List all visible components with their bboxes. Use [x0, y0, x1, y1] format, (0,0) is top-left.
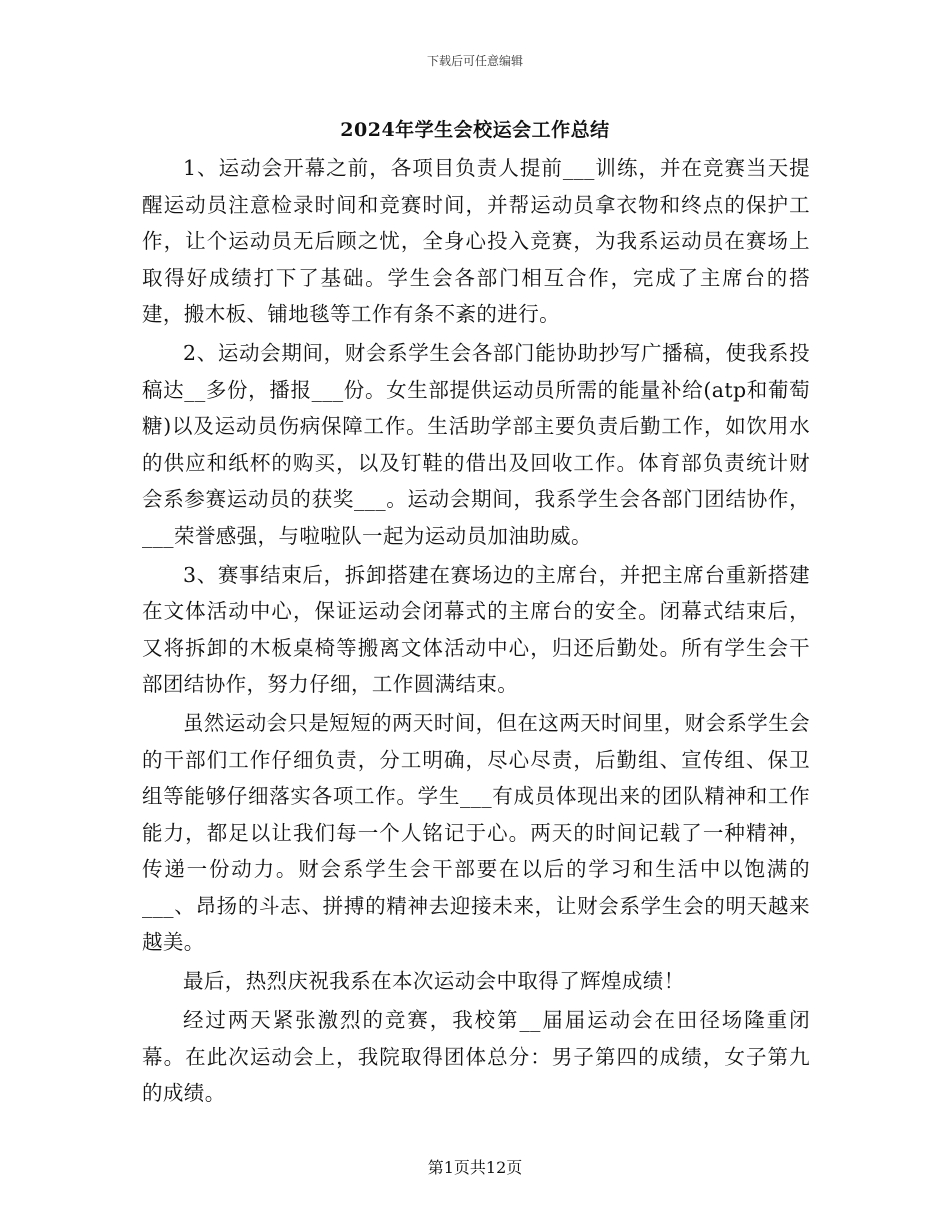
document-title: 2024年学生会校运会工作总结	[340, 119, 610, 141]
paragraph-5: 最后，热烈庆祝我系在本次运动会中取得了辉煌成绩！	[183, 969, 685, 993]
page-number: 第1页共12页	[427, 1158, 523, 1177]
paragraph-1: 1、运动会开幕之前，各项目负责人提前___训练，并在竞赛当天提醒运动员注意检录时间和竞赛时间，并帮运动员拿衣物和终点的保护工作，让个运动员无后顾之忧，全身心投入竞赛，为我系运动员在赛场上取得好成绩打下了基础。学生会各部门相互合作，完成了主席台的搭建，搬木板、铺地毯等工作有条不紊的进行。	[142, 156, 810, 326]
document-body	[142, 150, 810, 1112]
paragraph-2: 2、运动会期间，财会系学生会各部门能协助抄写广播稿，使我系投稿达__多份，播报___份。女生部提供运动员所需的能量补给(atp和葡萄糖)以及运动员伤病保障工作。生活助学部主要负责后勤工作，如饮用水的供应和纸杯的购买，以及钉鞋的借出及回收工作。体育部负责统计财会系参赛运动员的获奖___。运动会期间，我系学生会各部门团结协作，___荣誉感强，与啦啦队一起为运动员加油助威。	[142, 341, 810, 548]
download-edit-note: 下载后可任意编辑	[426, 54, 523, 68]
paragraph-4: 虽然运动会只是短短的两天时间，但在这两天时间里，财会系学生会的干部们工作仔细负责，分工明确，尽心尽责，后勤组、宣传组、保卫组等能够仔细落实各项工作。学生___有成员体现出来的团队精神和工作能力，都足以让我们每一个人铭记于心。两天的时间记载了一种精神，传递一份动力。财会系学生会干部要在以后的学习和生活中以饱满的___、昂扬的斗志、拼搏的精神去迎接未来，让财会系学生会的明天越来越美。	[142, 711, 810, 954]
paragraph-6: 经过两天紧张激烈的竞赛，我校第__届届运动会在田径场隆重闭幕。在此次运动会上，我院取得团体总分：男子第四的成绩，女子第九的成绩。	[142, 1008, 810, 1105]
paragraph-3: 3、赛事结束后，拆卸搭建在赛场边的主席台，并把主席台重新搭建在文体活动中心，保证运动会闭幕式的主席台的安全。闭幕式结束后，又将拆卸的木板桌椅等搬离文体活动中心，归还后勤处。所有学生会干部团结协作，努力仔细，工作圆满结束。	[142, 562, 810, 696]
